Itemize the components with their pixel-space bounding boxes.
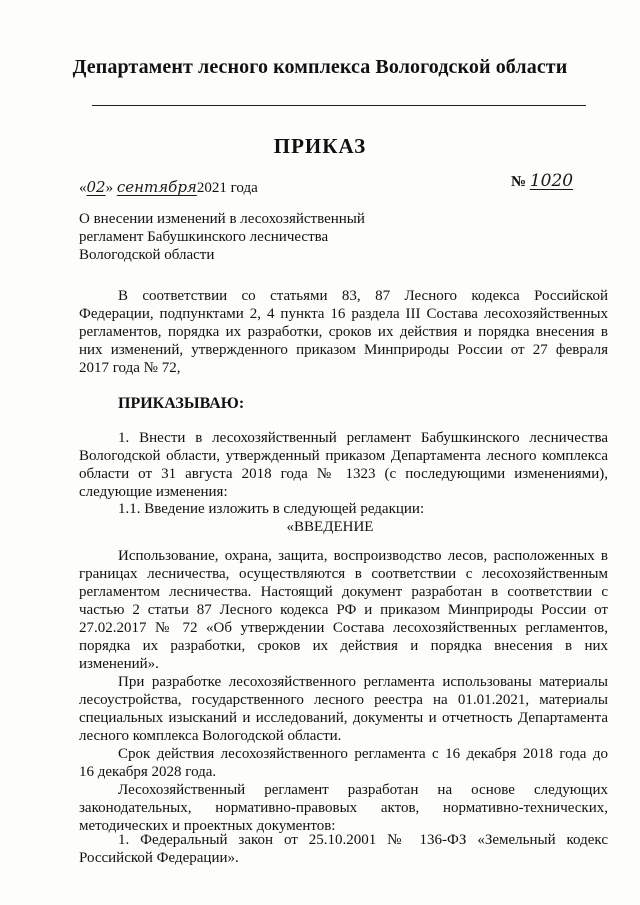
para3-line-1: Срок действия лесохозяйственного регламента с 16 декабря 2018 года до	[118, 746, 608, 762]
preamble-line-4: них изменений, утвержденного приказом Минприроды России от 27 февраля	[79, 342, 608, 358]
item-1-1: 1.1. Введение изложить в следующей редакции:	[118, 501, 425, 517]
date-day-handwritten: 02	[86, 178, 106, 196]
para4-line-1: Лесохозяйственный регламент разработан на основе следующих	[118, 782, 608, 798]
preamble-line-2: Федерации, подпунктами 2, 4 пункта 16 раздела III Состава лесохозяйственных	[79, 306, 608, 322]
order-number	[511, 172, 573, 191]
para4-line-3: методических и проектных документов:	[79, 818, 336, 834]
subject-line-3: Вологодской области	[79, 247, 215, 263]
order-date	[79, 178, 258, 197]
order-directive: ПРИКАЗЫВАЮ:	[118, 395, 245, 412]
para1-line-1: Использование, охрана, защита, воспроизводство лесов, расположенных в	[118, 548, 608, 564]
preamble-line-5: 2017 года № 72,	[79, 360, 181, 376]
item1-line-4: следующие изменения:	[79, 484, 228, 500]
para2-line-1: При разработке лесохозяйственного регламента использованы материалы	[118, 674, 608, 690]
list1-line-2: Российской Федерации».	[79, 850, 239, 866]
para1-line-4: частью 2 статьи 87 Лесного кодекса РФ и приказом Минприроды России от	[79, 602, 608, 618]
para1-line-5: 27.02.2017 № 72 «Об утверждении Состава лесохозяйственных регламентов,	[79, 620, 608, 636]
date-month-handwritten: сентября	[116, 178, 197, 196]
para2-line-3: специальных изысканий и исследований, документы и отчетность Департамента	[79, 710, 608, 726]
number-value-handwritten: 1020	[529, 171, 574, 191]
number-prefix: №	[511, 174, 527, 190]
preamble-line-3: регламентов, порядка их разработки, сроков их действия и порядка внесения в	[79, 324, 608, 340]
subject-line-1: О внесении изменений в лесохозяйственный	[79, 211, 365, 227]
date-open-quote: «	[79, 180, 87, 196]
subject-line-2: регламент Бабушкинского лесничества	[79, 229, 329, 245]
para3-line-2: 16 декабря 2028 года.	[79, 764, 217, 780]
header-divider	[92, 105, 586, 106]
preamble-line-1: В соответствии со статьями 83, 87 Лесного кодекса Российской	[118, 288, 608, 304]
date-year: 2021 года	[196, 180, 258, 196]
para4-line-2: законодательных, нормативно-правовых актов, нормативно-технических,	[79, 800, 608, 816]
introduction-title: «ВВЕДЕНИЕ	[286, 519, 374, 535]
item1-line-1: 1. Внести в лесохозяйственный регламент Бабушкинского лесничества	[118, 430, 608, 446]
para1-line-6: порядка их разработки, сроков их действия и порядка внесения в них	[79, 638, 608, 654]
item1-line-2: Вологодской области, утвержденный приказом Департамента лесного комплекса	[79, 448, 608, 464]
date-close-quote: »	[105, 180, 114, 196]
list1-line-1: 1. Федеральный закон от 25.10.2001 № 136-ФЗ «Земельный кодекс	[118, 832, 608, 848]
para1-line-3: регламентом лесничества. Настоящий документ разработан в соответствии с	[79, 584, 608, 600]
department-heading: Департамент лесного комплекса Вологодской области	[72, 56, 568, 78]
para1-line-7: изменений».	[79, 656, 159, 672]
para2-line-2: лесоустройства, государственного лесного реестра на 01.01.2021, материалы	[79, 692, 608, 708]
para2-line-4: лесного комплекса Вологодской области.	[79, 728, 342, 744]
para1-line-2: границах лесничества, осуществляются в соответствии с лесохозяйственным	[79, 566, 608, 582]
document-type-title: ПРИКАЗ	[273, 134, 367, 158]
item1-line-3: области от 31 августа 2018 года № 1323 (с последующими изменениями),	[79, 466, 608, 482]
